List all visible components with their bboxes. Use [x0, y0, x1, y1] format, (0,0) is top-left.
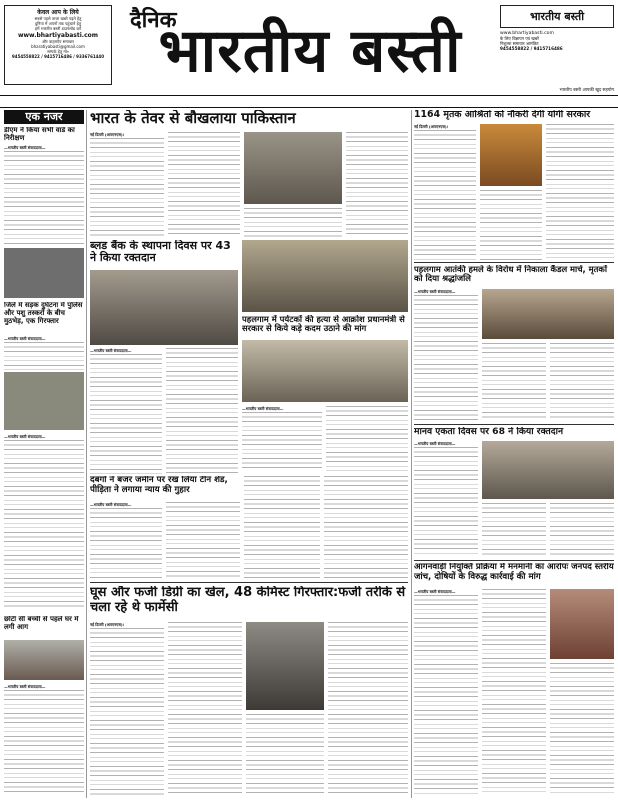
section-rule	[414, 424, 614, 425]
right-box-line: के लिए विज्ञापन एवं खबरें	[500, 36, 539, 41]
right-candle-body-col3	[550, 343, 614, 420]
left-box-line: सबसे पहले ताजा खबरे पढ़ने हेतु	[34, 16, 82, 21]
manav-ekta-body-col3	[550, 503, 614, 555]
brief-photo	[4, 248, 84, 298]
masthead	[0, 0, 618, 104]
manav-ekta-headline: मानव एकता दिवस पर 68 ने किया रक्तदान	[414, 427, 564, 437]
brief-photo	[4, 372, 84, 430]
right-candle-photo	[482, 289, 614, 339]
manav-ekta-photo	[482, 441, 614, 499]
left-column	[4, 110, 84, 798]
anganwadi-dateline: —भारतीय बस्ती संवाददाता—	[414, 589, 456, 594]
bottom-lead-headline: घूस और फर्जी डिग्री का खेल, 48 केमिस्ट गिरफ्तार:फर्जी तरीके से चला रहे थे फार्मेसी	[90, 586, 406, 615]
lead-photo	[244, 132, 342, 204]
left-box-phones: 9454558822 / 9415716486 / 9336761440	[12, 54, 104, 59]
anganwadi-body-col3	[550, 663, 614, 795]
right-box-line: निशुल्क समाचार आमंत्रित	[500, 41, 539, 47]
masthead-title-small: दैनिक	[130, 7, 177, 33]
lead-body-col4	[346, 132, 408, 238]
bottom-lead-photo	[246, 622, 324, 710]
left-box-contact: सम्पर्क हेतु मो०	[47, 49, 69, 54]
tin-shed-body-col2	[166, 502, 240, 580]
bottom-lead-body-col3	[246, 714, 324, 796]
pahalgam-headline: पहलगाम में पर्यटकों की हत्या से आक्रोश प्रधानमंत्री से सरकार से किये कड़े कदम उठाने की मांग	[242, 315, 405, 334]
bottom-lead-body-col2	[168, 622, 242, 796]
brief-headline: डीएम ने किया सभी वार्ड का निरीक्षण	[4, 127, 75, 142]
lead-story	[90, 110, 408, 238]
registration-strip	[0, 95, 618, 108]
right-top-body-col3	[546, 124, 614, 260]
bottom-lead-dateline: नई दिल्ली (आरएनएस)।	[90, 622, 125, 627]
pahalgam-body-col2	[326, 406, 408, 472]
blood-bank-headline: ब्लड बैंक के स्थापना दिवस पर 43 ने किया रक्तदान	[90, 240, 231, 265]
right-top-body-col2	[480, 190, 542, 260]
lead-dateline: नई दिल्ली (आरएनएस)।	[90, 132, 125, 137]
blood-bank-body-col2	[166, 348, 238, 474]
manav-ekta-dateline: —भारतीय बस्ती संवाददाता—	[414, 441, 456, 446]
blood-bank-photo	[90, 270, 238, 345]
right-top-dateline: नई दिल्ली (आरएनएस)।	[414, 124, 449, 129]
tin-shed-body-col4	[324, 476, 408, 580]
blood-bank-body-col1	[90, 354, 162, 474]
left-box-mail[interactable]: bharatiyabasti@gmail.com	[31, 44, 85, 49]
right-candle-story	[414, 265, 614, 420]
section-rule	[90, 582, 408, 583]
masthead-tagline: भारतीय बस्ती आपकी खुद सहयोग	[559, 88, 614, 93]
brief-dateline: —भारतीय बस्ती संवाददाता—	[4, 434, 46, 439]
right-top-photo	[480, 124, 542, 186]
section-rule	[414, 262, 614, 263]
left-column-header: एक नजर	[4, 110, 84, 124]
left-box-line: दुनिया में अपनों तक पहुंचाने हेतु	[34, 21, 82, 26]
right-box-phones: 9454558822 / 9415716486	[500, 46, 563, 52]
masthead-right-box	[500, 5, 614, 85]
manav-ekta-body-col1	[414, 447, 478, 555]
anganwadi-headline: आंगनवाड़ी नियुक्ति प्रक्रिया में मनमानी का आरोपः जनपद स्तरीय जांच, दोषियों के विरुद्ध कार्रवाई की मांग	[414, 563, 614, 582]
tin-shed-story	[90, 476, 408, 580]
pahalgam-dateline: —भारतीय बस्ती संवाददाता—	[242, 406, 284, 411]
right-box-url[interactable]: www.bhartiyabasti.com	[500, 31, 554, 36]
bottom-lead-body-col4	[328, 622, 408, 796]
left-box-sub: और वाट्सऐप समाचार	[41, 39, 75, 44]
brief-body	[4, 440, 84, 610]
lead-body-col2	[168, 132, 240, 238]
fire-photo	[4, 640, 84, 680]
brief-body	[4, 690, 84, 796]
anganwadi-body-col1	[414, 595, 478, 795]
brief-body	[4, 151, 84, 245]
tin-shed-body-col1	[90, 508, 162, 580]
tin-shed-headline: दबंगों ने बंजर जमीन पर रख लिया टीन शेड, पीड़िता ने लगाया न्याय की गुहार	[90, 476, 228, 495]
brief-dateline: —भारतीय बस्ती संवाददाता—	[4, 336, 46, 341]
lead-body-col3	[244, 208, 342, 238]
pahalgam-photo-2	[242, 340, 408, 402]
masthead-title: भारतीय बस्ती	[158, 16, 462, 86]
anganwadi-story	[414, 563, 614, 798]
left-box-url[interactable]: www.bhartiyabasti.com	[17, 32, 99, 39]
left-box-line: हमें भारतीय बस्ती डाउनलोड करें	[34, 26, 82, 31]
column-rule	[86, 110, 87, 798]
anganwadi-body-col2	[482, 589, 546, 795]
pahalgam-photo	[242, 240, 408, 312]
right-candle-body-col2	[482, 343, 546, 420]
right-top-headline: 1164 मृतक आश्रितों को नौकरी देंगी योगी सरकार	[414, 110, 591, 120]
section-rule	[414, 560, 614, 561]
brief-headline: जिले में सड़क दुर्घटना में पुलिस और पशु तस्करों के बीच मुठभेड़, एक गिरफ्तार	[4, 302, 83, 325]
right-candle-dateline: —भारतीय बस्ती संवाददाता—	[414, 289, 456, 294]
right-candle-body-col1	[414, 295, 478, 420]
bottom-lead-story	[90, 586, 408, 798]
bottom-lead-body-col1	[90, 628, 164, 796]
pahalgam-body-col1	[242, 412, 322, 472]
brief-dateline: —भारतीय बस्ती संवाददाता—	[4, 145, 46, 150]
brief-dateline: —भारतीय बस्ती संवाददाता—	[4, 684, 46, 689]
left-box-title: केवल आप के लिये	[37, 9, 79, 16]
right-top-body-col1	[414, 130, 476, 260]
tin-shed-dateline: —भारतीय बस्ती संवाददाता—	[90, 502, 132, 507]
right-box-brand: भारतीय बस्ती	[500, 5, 614, 28]
masthead-left-box	[4, 5, 112, 85]
brief-headline: छोटी सी बच्ची से पहले घर में लगी आग	[4, 616, 79, 631]
lead-body-col1	[90, 138, 164, 238]
manav-ekta-body-col2	[482, 503, 546, 555]
blood-bank-dateline: —भारतीय बस्ती संवाददाता—	[90, 348, 132, 353]
column-rule	[411, 110, 412, 798]
tin-shed-body-col3	[244, 476, 320, 580]
lead-headline: भारत के तेवर से बौखलाया पाकिस्तान	[90, 110, 296, 127]
manav-ekta-story	[414, 427, 614, 555]
right-candle-headline: पहलगाम आतंकी हमले के विरोध में निकाला कैंडल मार्च, मृतकों को दिया श्रद्धांजलि	[414, 265, 608, 284]
right-top-story	[414, 110, 614, 280]
brief-body	[4, 342, 84, 370]
anganwadi-photo	[550, 589, 614, 659]
